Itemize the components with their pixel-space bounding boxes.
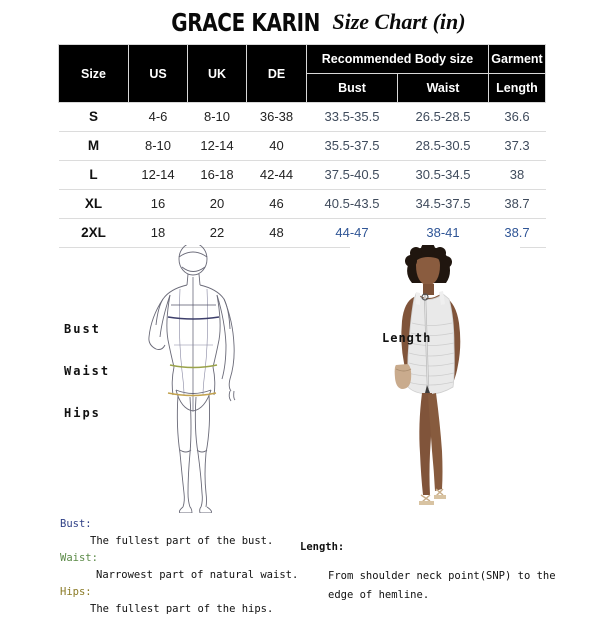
cell-uk: 22	[188, 219, 247, 248]
measurement-labels	[64, 308, 110, 434]
table-row	[59, 190, 546, 219]
table-body	[59, 103, 546, 248]
cell-uk: 8-10	[188, 103, 247, 132]
col-header-us: US	[129, 45, 188, 103]
cell-waist: 30.5-34.5	[398, 161, 489, 190]
cell-length: 37.3	[489, 132, 546, 161]
illustration-band	[0, 243, 600, 515]
col-header-de: DE	[247, 45, 307, 103]
col-header-length: Length	[489, 74, 546, 103]
table-head	[59, 45, 546, 103]
brand-name: GRACE KARIN	[171, 7, 321, 37]
cell-bust: 37.5-40.5	[307, 161, 398, 190]
col-header-waist: Waist	[398, 74, 489, 103]
col-header-body: Recommended Body size	[307, 45, 489, 74]
figure-label-hips: Hips	[64, 406, 101, 420]
header-row-top	[59, 45, 546, 74]
col-header-uk: UK	[188, 45, 247, 103]
waist-measure-line	[170, 365, 217, 368]
cell-waist: 26.5-28.5	[398, 103, 489, 132]
cell-length: 38.7	[489, 219, 546, 248]
cell-de: 40	[247, 132, 307, 161]
cell-uk: 16-18	[188, 161, 247, 190]
cell-de: 36-38	[247, 103, 307, 132]
figure-label-bust: Bust	[64, 322, 101, 336]
cell-length: 36.6	[489, 103, 546, 132]
bust-measure-line	[168, 317, 219, 319]
cell-uk: 20	[188, 190, 247, 219]
cell-uk: 12-14	[188, 132, 247, 161]
cell-bust: 35.5-37.5	[307, 132, 398, 161]
cell-size: M	[59, 132, 129, 161]
note-description: The fullest part of the hips.	[90, 603, 274, 615]
model-photo	[350, 245, 520, 513]
cell-bust: 40.5-43.5	[307, 190, 398, 219]
length-note-term: Length:	[300, 541, 345, 553]
length-note	[300, 538, 560, 605]
size-table	[58, 44, 546, 248]
cell-size: S	[59, 103, 129, 132]
cell-de: 48	[247, 219, 307, 248]
note-description: Narrowest part of natural waist.	[96, 569, 299, 581]
col-header-garment: Garment	[489, 45, 546, 74]
note-description: The fullest part of the bust.	[90, 535, 274, 547]
cell-size: 2XL	[59, 219, 129, 248]
note-term: Waist:	[60, 552, 98, 564]
cell-size: L	[59, 161, 129, 190]
cell-waist: 28.5-30.5	[398, 132, 489, 161]
length-note-line1: From shoulder neck point(SNP) to the	[328, 570, 556, 582]
table-row	[59, 161, 546, 190]
cell-us: 8-10	[129, 132, 188, 161]
cell-bust: 44-47	[307, 219, 398, 248]
chart-title-row	[0, 4, 600, 40]
cell-waist: 38-41	[398, 219, 489, 248]
cell-us: 4-6	[129, 103, 188, 132]
table-row	[59, 103, 546, 132]
cell-length: 38	[489, 161, 546, 190]
size-table-container	[58, 44, 545, 248]
cell-length: 38.7	[489, 190, 546, 219]
col-header-size: Size	[59, 45, 129, 103]
col-header-bust: Bust	[307, 74, 398, 103]
length-measure-label: Length	[382, 331, 432, 345]
cell-waist: 34.5-37.5	[398, 190, 489, 219]
note-term: Bust:	[60, 518, 92, 530]
table-row	[59, 132, 546, 161]
cell-de: 42-44	[247, 161, 307, 190]
cell-de: 46	[247, 190, 307, 219]
length-note-line2: edge of hemline.	[328, 589, 430, 601]
cell-us: 18	[129, 219, 188, 248]
cell-us: 16	[129, 190, 188, 219]
cell-bust: 33.5-35.5	[307, 103, 398, 132]
mannequin-illustration	[118, 245, 268, 513]
figure-label-waist: Waist	[64, 364, 111, 378]
cell-size: XL	[59, 190, 129, 219]
chart-title: Size Chart (in)	[332, 9, 466, 34]
note-term: Hips:	[60, 586, 92, 598]
measurement-notes	[60, 516, 310, 618]
cell-us: 12-14	[129, 161, 188, 190]
